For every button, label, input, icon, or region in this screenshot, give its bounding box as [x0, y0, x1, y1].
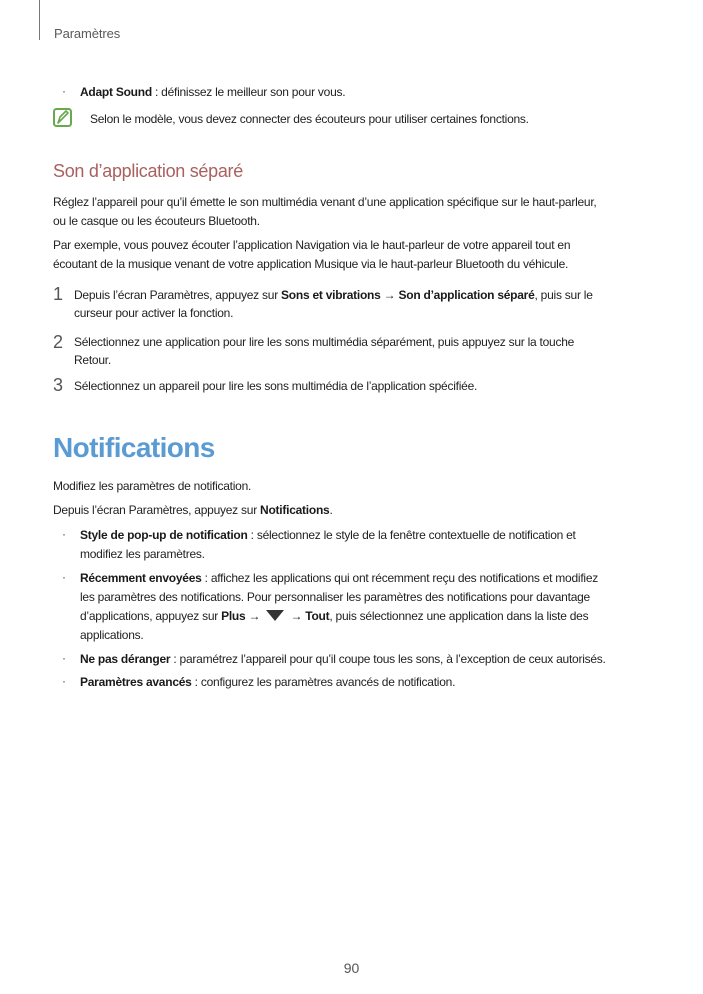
- bullet-text-line: les paramètres des notifications. Pour personnaliser les paramètres des notifications pour davantage: [80, 590, 590, 604]
- path-text: .: [329, 503, 333, 517]
- bullet-text: : affichez les applications qui ont récemment reçu des notifications et modifiez: [201, 571, 598, 585]
- paragraph-line: Par exemple, vous pouvez écouter l’application Navigation via le haut-parleur de votre appareil tout en: [53, 238, 571, 252]
- adapt-sound-bullet: [80, 84, 345, 100]
- step-1-line-2: curseur pour activer la fonction.: [74, 306, 234, 320]
- bullet-term: Tout: [305, 609, 330, 623]
- bullet-text: : configurez les paramètres avancés de notification.: [191, 675, 456, 689]
- page-number: 90: [343, 960, 360, 976]
- bullet-text-line: applications.: [80, 628, 144, 642]
- bullet-text: , puis sélectionnez une application dans la liste des: [329, 609, 589, 623]
- bullet-text: : paramétrez l’appareil pour qu’il coupe tous les sons, à l’exception de ceux autorisés.: [170, 652, 606, 666]
- bullet-dot: ·: [62, 84, 66, 98]
- note-pencil-icon: [53, 108, 73, 127]
- step-number: 2: [53, 332, 64, 352]
- arrow: →: [380, 288, 399, 302]
- bullet-term: Récemment envoyées: [80, 571, 202, 585]
- bullet-text: : définissez le meilleur son pour vous.: [151, 85, 346, 99]
- bullet-term: Adapt Sound: [80, 85, 152, 99]
- step-text: , puis sur le: [534, 288, 593, 302]
- step-2-line-2: Retour.: [74, 353, 111, 367]
- bullet-text-line: [80, 608, 588, 624]
- bullet-text: : sélectionnez le style de la fenêtre contextuelle de notification et: [247, 528, 576, 542]
- arrow: →: [245, 609, 264, 623]
- bullet-style-popup: [80, 527, 576, 543]
- notifications-path: [53, 502, 333, 518]
- step-term: Sons et vibrations: [281, 288, 381, 302]
- bullet-term: Plus: [221, 609, 246, 623]
- paragraph-line: Réglez l’appareil pour qu’il émette le son multimédia venant d’une application spécifique sur le haut-parleur,: [53, 195, 597, 209]
- step-term: Son d’application séparé: [398, 288, 535, 302]
- step-1-line: [74, 287, 593, 303]
- paragraph-line: ou le casque ou les écouteurs Bluetooth.: [53, 214, 260, 228]
- bullet-dot: ·: [62, 674, 66, 688]
- bullet-text: d’applications, appuyez sur: [80, 609, 222, 623]
- bullet-parametres-avances: [80, 674, 455, 690]
- chapter-title-notifications: Notifications: [53, 432, 215, 463]
- step-3-line: Sélectionnez un appareil pour lire les sons multimédia de l’application spécifiée.: [74, 379, 478, 393]
- path-term: Notifications: [260, 503, 330, 517]
- more-options-triangle-icon: [266, 610, 284, 621]
- bullet-text-line: modifiez les paramètres.: [80, 547, 205, 561]
- header-title: Paramètres: [54, 26, 121, 41]
- step-2-line: Sélectionnez une application pour lire les sons multimédia séparément, puis appuyez sur la touche: [74, 335, 575, 349]
- bullet-ne-pas-deranger: [80, 651, 606, 667]
- notifications-intro: Modifiez les paramètres de notification.: [53, 479, 252, 493]
- header-rule: [39, 0, 40, 40]
- note-text: Selon le modèle, vous devez connecter des écouteurs pour utiliser certaines fonctions.: [90, 112, 529, 126]
- bullet-term: Paramètres avancés: [80, 675, 192, 689]
- bullet-dot: ·: [62, 570, 66, 584]
- arrow: →: [287, 609, 306, 623]
- step-number: 3: [53, 375, 64, 395]
- bullet-dot: ·: [62, 527, 66, 541]
- path-text: Depuis l’écran Paramètres, appuyez sur: [53, 503, 261, 517]
- bullet-term: Ne pas déranger: [80, 652, 171, 666]
- section-title-son-application: Son d’application séparé: [53, 161, 243, 181]
- bullet-term: Style de pop-up de notification: [80, 528, 248, 542]
- bullet-dot: ·: [62, 651, 66, 665]
- bullet-recemment-envoyees: [80, 570, 598, 586]
- paragraph-line: écoutant de la musique venant de votre application Musique via le haut-parleur Bluetooth du véhicule.: [53, 257, 569, 271]
- step-text: Depuis l’écran Paramètres, appuyez sur: [74, 288, 282, 302]
- step-number: 1: [53, 284, 64, 304]
